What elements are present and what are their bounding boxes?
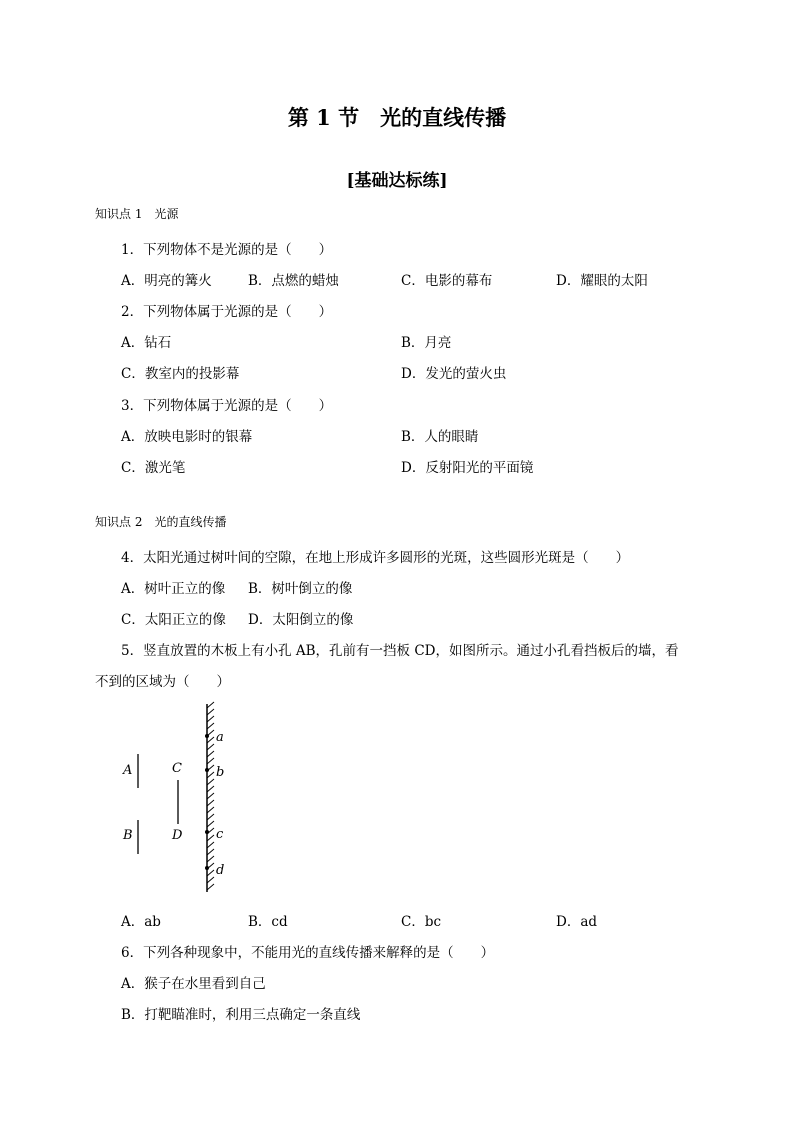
- question-1-stem: 1．下列物体不是光源的是（ ）: [121, 242, 333, 258]
- section-heading-light-source: 知识点 1 光源: [95, 207, 179, 221]
- q4-option-c: C．太阳正立的像: [121, 612, 226, 628]
- wall-point-b: [205, 768, 209, 772]
- label-a: a: [216, 730, 224, 745]
- q5-option-b: B．cd: [248, 914, 288, 930]
- q2-option-d: D．发光的萤火虫: [401, 366, 507, 382]
- question-2-stem: 2．下列物体属于光源的是（ ）: [121, 304, 333, 320]
- label-A: A: [123, 763, 133, 778]
- q5-option-d: D．ad: [556, 914, 598, 930]
- label-c: c: [216, 827, 224, 842]
- q3-option-d: D．反射阳光的平面镜: [401, 460, 534, 476]
- wall-point-c: [205, 830, 209, 834]
- q4-option-a: A．树叶正立的像: [121, 581, 226, 597]
- q2-option-b: B．月亮: [401, 335, 452, 351]
- question-3-stem: 3．下列物体属于光源的是（ ）: [121, 398, 333, 414]
- question-4-stem: 4．太阳光通过树叶间的空隙，在地上形成许多圆形的光斑，这些圆形光斑是（ ）: [121, 550, 630, 566]
- question-5-stem-line1: 5．竖直放置的木板上有小孔 AB，孔前有一挡板 CD，如图所示。通过小孔看挡板后的墙，看: [121, 643, 679, 659]
- pinhole-diagram: [110, 696, 250, 896]
- q4-option-b: B．树叶倒立的像: [248, 581, 353, 597]
- q2-option-c: C．教室内的投影幕: [121, 366, 240, 382]
- question-6-stem: 6．下列各种现象中，不能用光的直线传播来解释的是（ ）: [121, 945, 495, 961]
- page-subtitle: [基础达标练]: [346, 171, 448, 191]
- q3-option-a: A．放映电影时的银幕: [121, 429, 253, 445]
- q3-option-b: B．人的眼睛: [401, 429, 479, 445]
- wall-hatching: [207, 702, 214, 890]
- q5-option-a: A．ab: [121, 914, 161, 930]
- q2-option-a: A．钻石: [121, 335, 172, 351]
- q1-option-d: D．耀眼的太阳: [556, 273, 648, 289]
- wall-point-a: [205, 734, 209, 738]
- label-d: d: [216, 863, 225, 878]
- label-C: C: [172, 761, 182, 776]
- page-title: 第 1 节 光的直线传播: [287, 105, 507, 130]
- section-heading-straight-propagation: 知识点 2 光的直线传播: [95, 515, 227, 529]
- q4-option-d: D．太阳倒立的像: [248, 612, 354, 628]
- q1-option-b: B．点燃的蜡烛: [248, 273, 339, 289]
- q1-option-a: A．明亮的篝火: [121, 273, 212, 289]
- question-5-stem-line2: 不到的区域为（ ）: [95, 674, 230, 690]
- q6-option-b: B．打靶瞄准时，利用三点确定一条直线: [121, 1007, 361, 1023]
- label-D: D: [172, 828, 183, 843]
- q3-option-c: C．激光笔: [121, 460, 186, 476]
- label-B: B: [123, 828, 133, 843]
- q1-option-c: C．电影的幕布: [401, 273, 493, 289]
- q6-option-a: A．猴子在水里看到自己: [121, 976, 266, 992]
- label-b: b: [216, 765, 225, 780]
- q5-option-c: C．bc: [401, 914, 442, 930]
- wall-point-d: [205, 866, 209, 870]
